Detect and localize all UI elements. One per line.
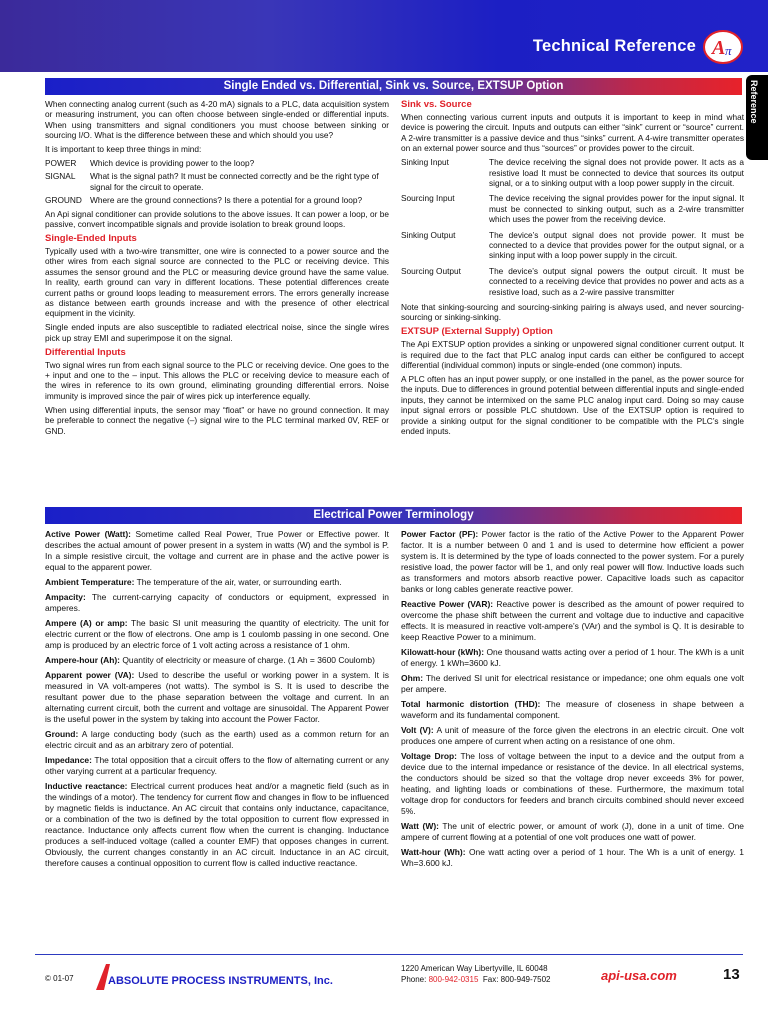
term-label: Ampere (A) or amp: bbox=[45, 618, 128, 628]
svg-text:A: A bbox=[712, 37, 726, 59]
fax-number: Fax: 800-949-7502 bbox=[482, 975, 551, 984]
term-definition: One watt acting over a period of 1 hour. The Wh is a unit of energy. 1 Wh=3.600 kJ. bbox=[401, 847, 744, 868]
term-definition: The total opposition that a circuit offers to the flow of alternating current or any other varying current at a particular frequency. bbox=[45, 755, 389, 776]
section1-left-column bbox=[45, 99, 389, 439]
term-definition: The basic SI unit measuring the quantity of electricity. The unit for electric current or the flow of electrons. One amp is 1 coulomb passing in one second. One amp is produced by an electric force of 1 volt acting across a resistance of 1 ohm. bbox=[45, 618, 390, 650]
term-entry bbox=[45, 577, 389, 588]
definition-text: The device receiving the signal does not provide power. It acts as a resistive load It must be connected to device that sources its output signal, or a to sinking output with a loop power supply in the circuit. bbox=[489, 157, 744, 188]
page-number: 13 bbox=[723, 966, 740, 983]
phone-number[interactable]: 800-942-0315 bbox=[428, 975, 479, 984]
term-entry bbox=[45, 529, 389, 573]
item-value: What is the signal path? It must be connected correctly and be the right type of signal for the circuit to operate. bbox=[90, 171, 379, 192]
item-key: SIGNAL bbox=[45, 171, 76, 182]
term-label: Apparent power (VA): bbox=[45, 670, 135, 680]
term-entry bbox=[401, 647, 744, 669]
list-item bbox=[45, 171, 389, 192]
term-label: Ohm: bbox=[401, 673, 424, 683]
header-banner bbox=[0, 0, 768, 72]
definition-term: Sourcing Output bbox=[401, 265, 461, 276]
heading-sink-source: Sink vs. Source bbox=[401, 99, 472, 110]
term-label: Voltage Drop: bbox=[401, 751, 457, 761]
definition-row bbox=[401, 193, 744, 224]
definition-row bbox=[401, 230, 744, 261]
item-value: Which device is providing power to the loop? bbox=[90, 158, 255, 169]
term-label: Watt-hour (Wh): bbox=[401, 847, 466, 857]
term-label: Volt (V): bbox=[401, 725, 434, 735]
copyright: © 01-07 bbox=[45, 974, 74, 983]
term-definition: The measure of closeness in shape between a waveform and its fundamental component. bbox=[401, 699, 744, 720]
contact-line bbox=[401, 975, 550, 984]
paragraph: Two signal wires run from each signal source to the PLC or receiving device. One goes to the + input and one to the – input. This allows the PLC or receiving device to measure each of the wires in reference to its own ground, eliminating grounding differential errors. Noise immunity is improved since the pair of wires pick up interference equally. bbox=[45, 359, 389, 401]
term-entry bbox=[401, 699, 744, 721]
term-label: Active Power (Watt): bbox=[45, 529, 131, 539]
heading-extsup: EXTSUP (External Supply) Option bbox=[401, 326, 553, 338]
paragraph: When using differential inputs, the sensor may “float” or have no ground connection. It may be preferable to connect the negative (–) signal wire to the PLC terminal marked 0V, REF or GND. bbox=[45, 404, 389, 436]
definition-text: The device receiving the signal provides power for the input signal. It must be connected to sinking output, such as a 2-wire transmitter which uses the power from the receiving device. bbox=[489, 193, 744, 225]
paragraph: It is important to keep three things in mind: bbox=[45, 144, 202, 155]
page-title: Technical Reference bbox=[532, 37, 696, 55]
item-value: Where are the ground connections? Is there a potential for a ground loop? bbox=[90, 195, 363, 206]
term-entry bbox=[45, 755, 389, 777]
api-logo-icon bbox=[702, 28, 744, 66]
website-link[interactable]: api-usa.com bbox=[601, 968, 677, 983]
term-entry bbox=[401, 725, 744, 747]
side-tab-label: Reference bbox=[749, 80, 759, 124]
term-label: Reactive Power (VAR): bbox=[401, 599, 494, 609]
term-entry bbox=[401, 847, 744, 869]
term-entry bbox=[45, 655, 389, 666]
heading-differential: Differential Inputs bbox=[45, 346, 126, 358]
brand-name: ABSOLUTE PROCESS INSTRUMENTS, Inc. bbox=[108, 975, 333, 987]
paragraph: When connecting analog current (such as 4-20 mA) signals to a PLC, data acquisition system or measuring instrument, you can often choose between single-ended or differential inputs. When using transmitters and signal conditioners you must choose between sinking or sourcing I/O. What is the difference between these and which should you use? bbox=[45, 99, 389, 141]
section2-left-column bbox=[45, 529, 389, 873]
paragraph: The Api EXTSUP option provides a sinking or unpowered signal conditioner current output. It is required due to the fact that PLC analog input cards can either be configured to accept differential (individual common) inputs or single-ended (one common) inputs. bbox=[401, 339, 744, 371]
term-entry bbox=[45, 618, 389, 651]
definition-row bbox=[401, 266, 744, 297]
section-bar-single-ended: Single Ended vs. Differential, Sink vs. Source, EXTSUP Option bbox=[45, 78, 742, 95]
definition-row bbox=[401, 157, 744, 188]
definition-term: Sinking Input bbox=[401, 157, 449, 168]
paragraph: Note that sinking-sourcing and sourcing-sinking pairing is always used, and never sourcing-sourcing or sinking-sinking. bbox=[401, 302, 744, 323]
definition-text: The device’s output signal powers the output circuit. It must be connected to a receiving device that provides no power and acts as a resistive load, such as a 2-wire passive transmitter bbox=[489, 265, 744, 297]
term-label: Total harmonic distortion (THD): bbox=[401, 699, 541, 709]
item-key: POWER bbox=[45, 158, 77, 169]
definition-term: Sourcing Input bbox=[401, 193, 455, 204]
footer-divider bbox=[35, 954, 743, 955]
term-definition: Reactive power is described as the amount of power required to overcome the phase shift between the current and voltage due to inductive and capacitive effects. It is measured in reactive volt-ampere’s (VAr) and the symbol is Q. It is desirable to keep Reactive Power to a minimum. bbox=[401, 599, 744, 642]
paragraph: An Api signal conditioner can provide solutions to the above issues. It can power a loop, or be passive, convert incompatible signals and provide isolation to break ground loops. bbox=[45, 208, 389, 230]
term-definition: Quantity of electricity or measure of charge. (1 Ah = 3600 Coulomb) bbox=[120, 655, 375, 665]
term-definition: Sometime called Real Power, True Power or Effective power. It describes the actual amount of power present in a system in watts (W) and the symbol is P. In a simple resistive circuit, the voltage and current are in phase and the active power is equal to the apparent power. bbox=[45, 529, 389, 572]
term-label: Power Factor (PF): bbox=[401, 529, 479, 539]
definition-term: Sinking Output bbox=[401, 229, 456, 240]
term-definition: The temperature of the air, water, or surrounding earth. bbox=[134, 577, 342, 587]
paragraph: When connecting various current inputs and outputs it is important to keep in mind what device is powering the circuit. Inputs and outputs can either “sink” current or “source” current. A 2-wire transmitter is a passive device and thus “sinks” current. A 4-wire transmitter operates on an external power source and thus “sources” or provides power to the circuit. bbox=[401, 112, 744, 154]
term-entry bbox=[45, 781, 389, 869]
term-label: Ampacity: bbox=[45, 592, 86, 602]
term-definition: The loss of voltage between the input to a device and the output from a device due to the internal impedance or resistance of the device. In all electrical systems, the conductors should be sized so that the voltage drop never exceeds 3% for power, heating, and lighting loads or combinations of these. Furthermore, the maximum total voltage drop for conductors for feeders and branch circuits combined should never exceed 5%. bbox=[401, 751, 744, 816]
term-definition: A large conducting body (such as the earth) used as a common return for an electric circuit and as an arbitrary zero of potential. bbox=[45, 729, 389, 750]
term-definition: One thousand watts acting over a period of 1 hour. The kWh is a unit of energy. 1 kWh=3600 kJ. bbox=[401, 647, 744, 668]
svg-text:π: π bbox=[725, 43, 732, 58]
term-entry bbox=[401, 529, 744, 595]
term-label: Kilowatt-hour (kWh): bbox=[401, 647, 485, 657]
term-label: Impedance: bbox=[45, 755, 92, 765]
phone-label: Phone: bbox=[401, 975, 429, 984]
section-bar-power-terminology: Electrical Power Terminology bbox=[45, 507, 742, 524]
section1-right-column bbox=[401, 99, 744, 440]
paragraph: Single ended inputs are also susceptible to radiated electrical noise, since the single wires pick up stray EMI and superimpose it on the signal. bbox=[45, 322, 389, 343]
list-item bbox=[45, 195, 389, 205]
term-entry bbox=[401, 673, 744, 695]
paragraph: A PLC often has an input power supply, or one installed in the panel, as the power source for the inputs. Due to differences in ground potential between differential inputs and single-ended inputs, they cannot be intermixed on the same PLC analog input card. Doing so may cause input signal errors or possible PLC shutdown. Use of the EXTSUP option is required to provide a sinking output for the signal conditioner to be compatible with the PLC’s single ended inputs. bbox=[401, 374, 744, 437]
reference-side-tab[interactable] bbox=[746, 75, 768, 160]
term-label: Ambient Temperature: bbox=[45, 577, 135, 587]
paragraph: Typically used with a two-wire transmitter, one wire is connected to a power source and the other wires from each signal source are connected to the PLC or receiving device. This assumes the sensor ground and the PLC or measuring device ground have the same value. In reality, earth ground can vary in different locations. These potential differences create current paths or ground loops leading to measurement errors. The errors generally increase as distance between earth grounds increase and with the presence of other electrical equipment in the vicinity. bbox=[45, 245, 389, 319]
term-definition: Power factor is the ratio of the Active Power to the Apparent Power factor. It is a number between 0 and 1 and is used to determine how efficient a power system is. It is determined by the type of loads connected to the power system. For a purely resistive load, the power factor will be 1, and only real power will flow. Inductive loads such as transformers and motors absorb reactive power. Capacitive loads such as capacitor banks or long cables generate reactive power. bbox=[401, 529, 744, 594]
heading-single-ended: Single-Ended Inputs bbox=[45, 232, 137, 244]
term-definition: A unit of measure of the force given the electrons in an electric circuit. One volt produces one ampere of current when acting on a resistance of one ohm. bbox=[401, 725, 744, 746]
term-definition: The current-carrying capacity of conductors or equipment, expressed in amperes. bbox=[45, 592, 389, 613]
address: 1220 American Way Libertyville, IL 60048 bbox=[401, 964, 548, 973]
item-key: GROUND bbox=[45, 195, 82, 206]
term-definition: Used to describe the useful or working power in a system. It is measured in VA volt-amperes (not watts). The symbol is S. It is used to describe the resultant power due to the phase separation between the voltage and current. In an alternating current circuit, both the current and voltage are sinusoidal. The Apparent Power is the useful power in the system by taking into account the Power Factor. bbox=[45, 670, 389, 724]
list-item bbox=[45, 158, 389, 168]
definition-text: The device’s output signal does not provide power. It must be connected to a device that provides power for the output signal, or a sinking input with a loop power supply in the circuit. bbox=[489, 229, 744, 261]
term-entry bbox=[45, 729, 389, 751]
term-entry bbox=[45, 592, 389, 614]
term-definition: The derived SI unit for electrical resistance or impedance; one ohm equals one volt per ampere. bbox=[401, 673, 744, 694]
term-definition: Electrical current produces heat and/or a magnetic field (such as in the windings of a motor). The tendency for current flow and changes in flow to be influenced by magnetic fields is inductance. An AC circuit that contains only inductance, capacitance, or a combination of the two is defined by the total opposition to current flow expressed in reactance. Inductance only affects current flow when the current is changing. Inductance produces a self-induced voltage (called a counter EMF) that opposes changes in current. Obviously, the current changes constantly in an AC circuit. Inductance in an AC circuit, therefore causes a continual opposition to current flow is called inductive reactance. bbox=[45, 781, 389, 868]
term-entry bbox=[401, 599, 744, 643]
section2-right-column bbox=[401, 529, 744, 873]
term-entry bbox=[401, 821, 744, 843]
term-entry bbox=[45, 670, 389, 725]
company-logo bbox=[90, 962, 340, 992]
term-label: Inductive reactance: bbox=[45, 781, 128, 791]
term-entry bbox=[401, 751, 744, 817]
term-label: Watt (W): bbox=[401, 821, 439, 831]
term-label: Ampere-hour (Ah): bbox=[45, 655, 120, 665]
term-definition: The unit of electric power, or amount of work (J), done in a unit of time. One ampere of current flowing at a potential of one volt produces one watt of power. bbox=[401, 821, 744, 842]
term-label: Ground: bbox=[45, 729, 79, 739]
